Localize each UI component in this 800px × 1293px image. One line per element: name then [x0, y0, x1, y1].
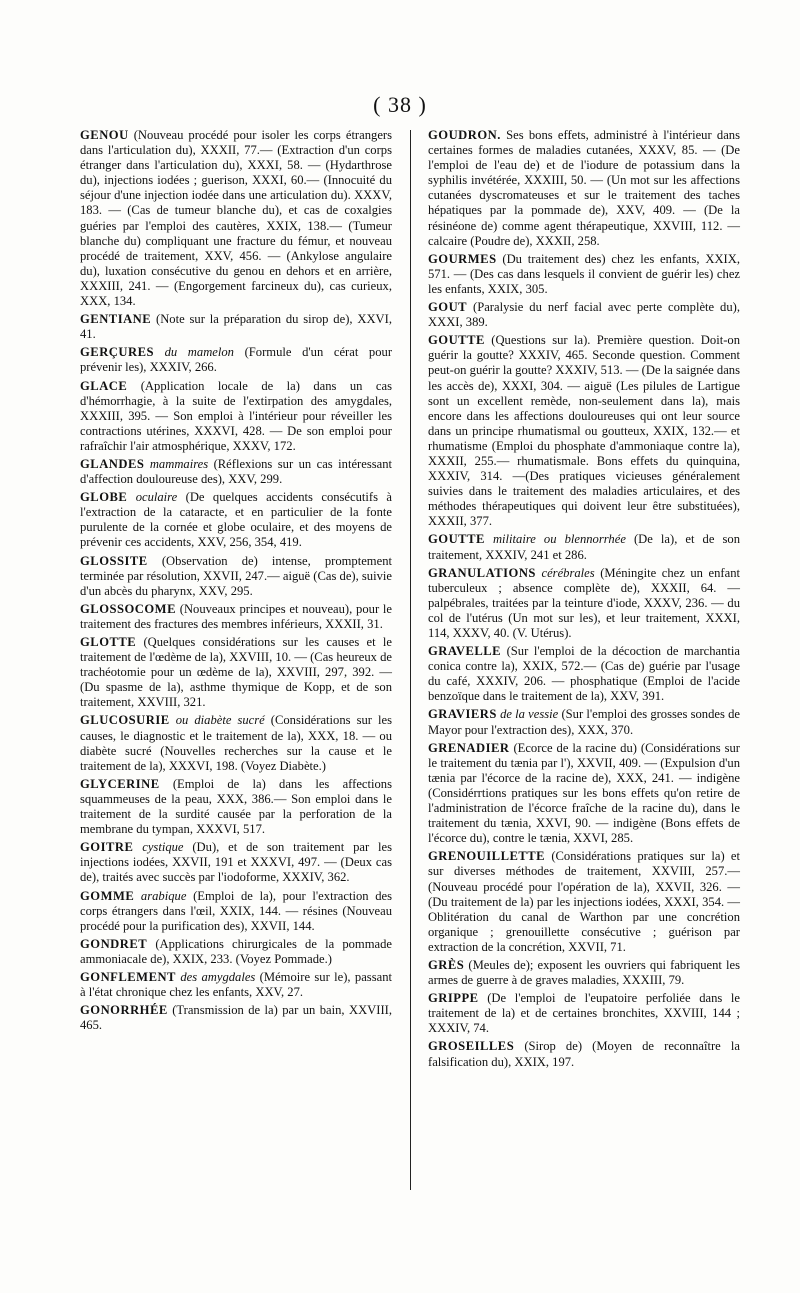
entry-subheading: de la vessie: [496, 707, 559, 722]
entry-text: (Note sur la préparation du sirop de), XXVI, 41.: [80, 312, 392, 342]
entry-headword: GOUT: [428, 300, 468, 315]
entry-headword: GERÇURES: [80, 345, 154, 360]
entry-headword: GONORRHÉE: [80, 1003, 168, 1018]
entry-text: (Application locale de la) dans un cas d'hémorrhagie, à la suite de l'extirpation des amygdales, XXXIII, 395. — Son emploi à l'intérieur pour réveiller les contractions utérines, XXXVI, 428. — De son emploi pour rafraîchir l'air atmosphérique, XXXV, 172.: [80, 378, 392, 453]
index-entry: [80, 889, 392, 934]
index-entry: [80, 777, 392, 837]
entry-subheading: cystique: [133, 840, 184, 855]
entry-headword: GLOSSOCOME: [80, 601, 176, 616]
entry-headword: GLYCERINE: [80, 776, 160, 791]
index-entry: [428, 849, 740, 955]
index-entry: [80, 312, 392, 342]
index-entry: [80, 554, 392, 599]
index-entry: [80, 345, 392, 375]
entry-subheading: des amygdales: [175, 969, 256, 984]
entry-headword: GRIPPE: [428, 991, 479, 1006]
index-entry: [80, 840, 392, 885]
index-entry: [428, 566, 740, 641]
entry-headword: GONFLEMENT: [80, 969, 176, 984]
entry-subheading: arabique: [134, 888, 187, 903]
page-number: ( 38 ): [373, 92, 427, 117]
entry-text: (Questions sur la). Première question. Doit-on guérir la goutte? XXXIV, 465. Seconde question. Comment peut-on guérir la goutte? XXXIV, 513. — (De la saignée dans les accès de), XXXI, 304. — aiguë (Les pilules de Lartigue sont un excellent remède, non-seulement dans la), mais encore dans les affections douloureuses qui ont leur source dans un principe rhumatismal ou goutteux, XXIX, 132.— et rhumatisme (Emploi du phosphate d'ammoniaque contre la), XXXII, 255.— rhumatismale. Bons effets du quinquina, XXXIV, 314. —(Des pratiques vicieuses généralement suivies dans le traitement des maladies articulaires, et des méthodes thérapeutiques qui doivent leur être substituées), XXXII, 377.: [428, 333, 740, 529]
entry-text: (Nouveau procédé pour isoler les corps étrangers dans l'articulation du), XXXII, 77.— (Extraction d'un corps étranger dans l'articulation du), XXXI, 58. — (Hydarthrose du), injections iodées ; guerison, XXXI, 60.— (Innocuité du séjour d'une injection iodée dans une articulation du). XXXV, 183. — (Cas de tumeur blanche du), et cas de coxalgies guéries par l'emploi des cautères, XXIX, 138.— (Tumeur blanche du) compliquant une fracture du fémur, et nouveau procédé de traitement, XXV, 456. — (Ankylose angulaire du), luxation consécutive du genou en dehors et en arrière, XXXIII, 241. — (Engorgement farcineux du), cas curieux, XXX, 134.: [80, 128, 392, 309]
entry-headword: GRANULATIONS: [428, 565, 536, 580]
entry-text: (Sirop de) (Moyen de reconnaître la falsification du), XXIX, 197.: [428, 1039, 740, 1069]
entry-subheading: militaire ou blennorrhée: [484, 532, 626, 547]
index-entry: [80, 128, 392, 309]
entry-text: (Nouveaux principes et nouveau), pour le traitement des fractures des membres inférieurs, XXXII, 31.: [80, 601, 392, 631]
entry-text: (Quelques considérations sur les causes et le traitement de l'œdème de la), XXVIII, 10. — (Cas heureux de trachéotomie pour un œdème de la), XXVIII, 297, 392. — (Du spasme de la), asthme thymique de Kopp, et de son traitement, XXVIII, 321.: [80, 635, 392, 710]
entry-text: (Réflexions sur un cas intéressant d'affection douloureuse des), XXV, 299.: [80, 456, 393, 487]
entry-text: (Considérations sur les causes, le diagnostic et le traitement de la), XXX, 18. — ou diabète sucré (Nouvelles recherches sur la cause et le traitement de la), XXXVI, 198. (Voyez Diabète.): [80, 713, 392, 773]
entry-text: (Meules de); exposent les ouvriers qui fabriquent les armes de guerre à de graves maladies, XXXIII, 79.: [428, 957, 740, 988]
entry-text: (Sur l'emploi de la décoction de marchantia conica contre la), XXIX, 572.— (Cas de) guérie par l'usage du café, XXXIV, 206. — phosphatique (Emploi de l'acide benzoïque dans le traitement de la), XXV, 391.: [428, 644, 740, 704]
entry-subheading: cérébrales: [535, 565, 595, 580]
entry-headword: GLACE: [80, 378, 128, 393]
index-entry: [80, 457, 392, 487]
entry-text: (Du traitement des) chez les enfants, XXIX, 571. — (Des cas dans lesquels il convient de guérir les) chez les enfants, XXIX, 305.: [428, 251, 740, 296]
entry-text: (Observation de) intense, promptement terminée par résolution, XXVII, 247.— aiguë (Cas de), suivie d'un abcès du pharynx, XXV, 295.: [80, 553, 392, 598]
entry-subheading: mammaires: [144, 456, 209, 471]
index-entry: [428, 991, 740, 1036]
column-divider: [410, 130, 411, 1190]
entry-text: (Paralysie du nerf facial avec perte complète du), XXXI, 389.: [428, 300, 740, 330]
index-entry: [80, 379, 392, 454]
entry-subheading: du mamelon: [153, 345, 234, 360]
entry-text: (Méningite chez un enfant tuberculeux ; absence complète de), XXXII, 64. — palpébrales, traitées par la teinture d'iode, XXXV, 236. — du col de l'utérus (Un mot sur les), et leur traitement, XXXI, 114, XXXV, 40. (V. Utérus).: [428, 565, 740, 640]
entry-text: (Formule d'un cérat pour prévenir les), XXXIV, 266.: [80, 345, 393, 375]
entry-headword: GOITRE: [80, 840, 134, 855]
index-entry: [428, 958, 740, 988]
entry-text: Ses bons effets, administré à l'intérieur dans certaines formes de maladies cutanées, XXXV, 85. — (De l'emploi de l'eau de) et de l'iodure de potassium dans la syphilis invétérée, XXXIII, 50. — (Un mot sur les affections cutanées dyscromateuses et sur le traitement des taches hépatiques par la pommade de), XXV, 409. — (De la résinéone de) comme agent thérapeutique, XXVIII, 112. — calcaire (Poudre de), XXXII, 258.: [428, 128, 740, 248]
left-column: [80, 128, 392, 1198]
index-entry: [428, 252, 740, 297]
right-column: [428, 128, 740, 1198]
entry-headword: GLOSSITE: [80, 553, 148, 568]
index-entry: [428, 1039, 740, 1069]
entry-text: (Emploi de la) dans les affections squammeuses de la peau, XXX, 386.— Son emploi dans le traitement de la surdité causée par la perforation de la membrane du tympan, XXXVI, 517.: [80, 776, 392, 837]
entry-headword: GOUDRON.: [428, 128, 501, 142]
entry-text: (Mémoire sur le), passant à l'état chronique chez les enfants, XXV, 27.: [80, 969, 392, 1000]
entry-headword: GLOBE: [80, 490, 128, 505]
index-entry: [428, 707, 740, 737]
entry-headword: GRENADIER: [428, 740, 510, 755]
entry-text: (De l'emploi de l'eupatoire perfoliée dans le traitement de la) et de certaines bronchites, XXVIII, 144 ; XXXIV, 74.: [428, 991, 740, 1036]
entry-headword: GRAVELLE: [428, 644, 502, 659]
index-entry: [428, 300, 740, 330]
entry-text: (De quelques accidents consécutifs à l'extraction de la cataracte, et en particulier de la fonte purulente de la cornée et globe oculaire, et des moyens de prévenir ces accidents, XXV, 256, 354, 419.: [80, 490, 393, 550]
index-entry: [80, 713, 392, 773]
index-entry: [80, 602, 392, 632]
entry-headword: GOURMES: [428, 251, 497, 266]
entry-text: (Du), et de son traitement par les injections iodées, XXVII, 191 et XXXVI, 497. — (Deux cas de), traités avec succès par l'iodoforme, XXXIV, 362.: [80, 840, 392, 885]
entry-headword: GLOTTE: [80, 635, 137, 649]
index-entry: [80, 937, 392, 967]
entry-subheading: oculaire: [127, 490, 178, 505]
entry-headword: GOUTTE: [428, 532, 485, 547]
entry-headword: GENOU: [80, 128, 129, 142]
entry-headword: GRAVIERS: [428, 707, 497, 722]
entry-headword: GRÈS: [428, 957, 465, 972]
entry-text: (Considérations pratiques sur la) et sur diverses méthodes de traitement, XXVIII, 257.— (Nouveau procédé pour l'opération de la), XXVII, 326. — (Du traitement de la) par les injections iodées, XXXI, 354. — Oblitération du canal de Warthon par une concrétion organique ; grenouillette consécutive ; guérison par extraction de la concrétion, XXVII, 71.: [428, 849, 740, 954]
entry-text: (Emploi de la), pour l'extraction des corps étrangers dans l'œil, XXIX, 144. — résines (Nouveau procédé pour la purification des), XXVII, 144.: [80, 888, 392, 933]
index-entry: [428, 532, 740, 562]
entry-headword: GONDRET: [80, 936, 148, 951]
entry-text: (Transmission de la) par un bain, XXVIII, 465.: [80, 1003, 392, 1033]
index-columns: [80, 128, 740, 1198]
index-entry: [428, 741, 740, 847]
entry-headword: GLANDES: [80, 456, 145, 471]
index-entry: [428, 333, 740, 529]
entry-subheading: ou diabète sucré: [169, 713, 265, 728]
entry-text: (Ecorce de la racine du) (Considérations sur le traitement du tænia par l'), XXVII, 409. — (Expulsion d'un tænia par l'écorce de la racine de), XXX, 241. — indigène (Considérrtions pratiques sur les bons effets qu'on retire de l'administration de l'écorce fraîche de la racine du), dans le traitement du tænia, XXVI, 90. — indigène (Bons effets de l'écorce du), contre le tænia, XXVI, 285.: [428, 740, 740, 846]
index-entry: [80, 635, 392, 710]
entry-text: (De la), et de son traitement, XXXIV, 241 et 286.: [428, 532, 740, 562]
entry-headword: GROSEILLES: [428, 1039, 515, 1054]
index-entry: [80, 1003, 392, 1033]
index-entry: [428, 128, 740, 249]
entry-headword: GOUTTE: [428, 333, 485, 348]
entry-text: (Applications chirurgicales de la pommade ammoniacale de), XXIX, 233. (Voyez Pommade.): [80, 936, 392, 966]
index-entry: [80, 970, 392, 1000]
entry-headword: GLUCOSURIE: [80, 713, 170, 728]
entry-headword: GRENOUILLETTE: [428, 849, 546, 864]
entry-text: (Sur l'emploi des grosses sondes de Mayor pour l'extraction des), XXX, 370.: [428, 707, 740, 737]
entry-headword: GENTIANE: [80, 312, 152, 327]
entry-headword: GOMME: [80, 888, 135, 903]
index-entry: [428, 644, 740, 704]
index-entry: [80, 490, 392, 550]
